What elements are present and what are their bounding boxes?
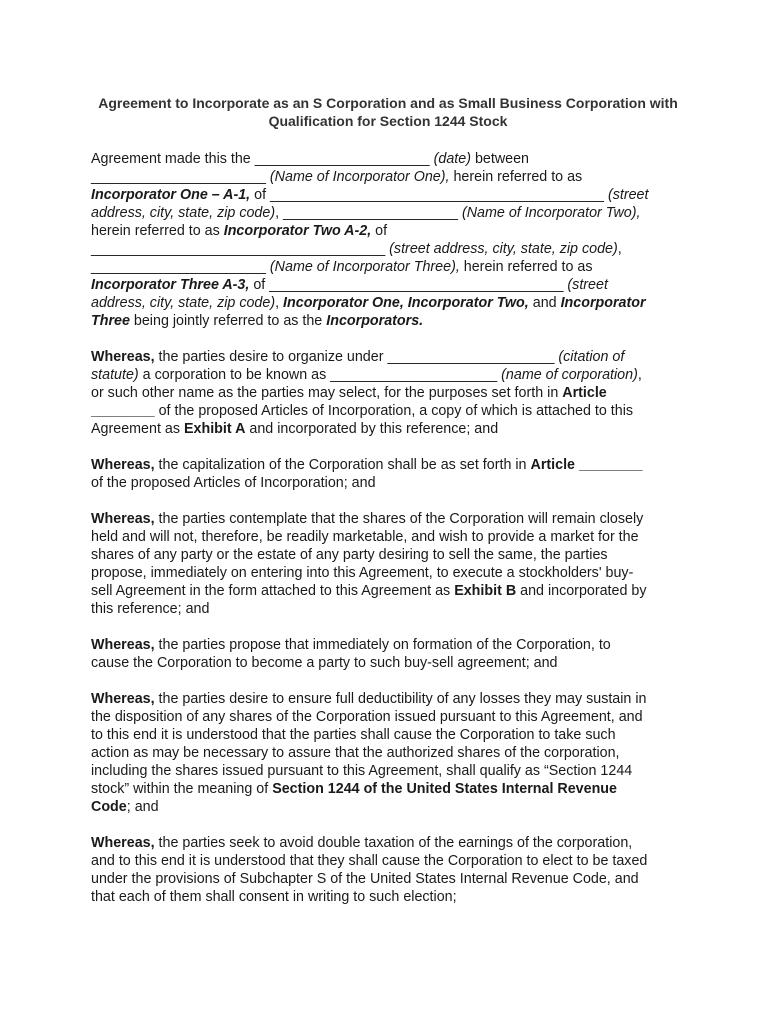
whereas-label: Whereas, [91,511,155,527]
article-ref: Article ________ [91,385,607,419]
article-ref: Article ________ [530,457,643,473]
whereas-paragraph-5: Whereas, the parties desire to ensure full deductibility of any losses they may sustain in the disposition of any shares of the Corporation issued pursuant to this Agreement, and to this end it is understood that the parties shall cause the Corporation to take such action as may be necessary to assure that the authorized shares of the corporation, including the shares issued pursuant to this Agreement, shall qualify as “Section 1244 stock” within the meaning of Section 1244 of the United States Internal Revenue Code; and [91,691,647,815]
incorporators-term: Incorporators. [326,313,424,329]
document-title: Agreement to Incorporate as an S Corporation and as Small Business Corporation with Qualification for Section 1244 Stock [98,95,678,129]
irc-section-ref: Section 1244 of the United States Internal Revenue Code [91,781,617,815]
incorporators-list: Incorporator One, Incorporator Two, [283,295,529,311]
whereas-paragraph-1: Whereas, the parties desire to organize under _____________________ (citation of statute) a corporation to be known as _____________________ (name of corporation), or such other name as the parties may select, for the purposes set forth in Article ________ of the proposed Articles of Incorporation, a copy of which is attached to this Agreement as Exhibit A and incorporated by this reference; and [91,349,642,437]
citation-hint: (citation of statute) [91,349,625,383]
whereas-label: Whereas, [91,835,155,851]
whereas-label: Whereas, [91,637,155,653]
incorporator-one-address-hint: (street address, city, state, zip code) [91,187,649,221]
intro-paragraph: Agreement made this the ______________________ (date) between ______________________ (Name of Incorporator One), herein referred to as Incorporator One – A-1, of __________________________________________ (street address, city, state, zip code), ______________________ (Name of Incorporator Two), herein referred to as Incorporator Two A-2, of _____________________________________ (street address, city, state, zip code), ______________________ (Name of Incorporator Three), herein referred to as Incorporator Three A-3, of _____________________________________ (street address, city, state, zip code), Incorporator One, Incorporator Two, and Incorporator Three being jointly referred to as the Incorporators. [91,151,649,329]
incorporator-three-address-hint: (street address, city, state, zip code) [91,277,608,311]
incorporator-one-label: Incorporator One – A-1, [91,187,251,203]
exhibit-b-ref: Exhibit B [454,583,517,599]
incorporator-one-name-hint: (Name of Incorporator One), [269,169,450,185]
exhibit-a-ref: Exhibit A [183,421,246,437]
incorporator-three-ref: Incorporator Three [91,295,646,329]
whereas-paragraph-2: Whereas, the capitalization of the Corporation shall be as set forth in Article ________ of the proposed Articles of Incorporation; and [91,457,643,491]
date-hint: (date) [433,151,471,167]
whereas-paragraph-3: Whereas, the parties contemplate that the shares of the Corporation will remain closely held and will not, therefore, be readily marketable, and wish to provide a market for the shares of any party or the estate of any party desiring to sell the same, the parties propose, immediately on entering into this Agreement, to execute a stockholders' buy- sell Agreement in the form attached to this Agreement as Exhibit B and incorporated by this reference; and [91,511,647,617]
corporation-name-hint: (name of corporation) [501,367,638,383]
whereas-label: Whereas, [91,457,155,473]
whereas-label: Whereas, [91,691,155,707]
whereas-paragraph-6: Whereas, the parties seek to avoid double taxation of the earnings of the corporation, and to this end it is understood that they shall cause the Corporation to elect to be taxed under the provisions of Subchapter S of the United States Internal Revenue Code, and that each of them shall consent in writing to such election; [91,835,648,905]
incorporator-two-name-hint: (Name of Incorporator Two), [461,205,641,221]
incorporator-three-label: Incorporator Three A-3, [91,277,250,293]
document-page [91,94,681,924]
incorporator-two-address-hint: (street address, city, state, zip code) [389,241,618,257]
whereas-paragraph-4: Whereas, the parties propose that immediately on formation of the Corporation, to cause the Corporation to become a party to such buy-sell agreement; and [91,637,611,671]
incorporator-two-label: Incorporator Two A-2, [223,223,372,239]
whereas-label: Whereas, [91,349,155,365]
incorporator-three-name-hint: (Name of Incorporator Three), [269,259,460,275]
